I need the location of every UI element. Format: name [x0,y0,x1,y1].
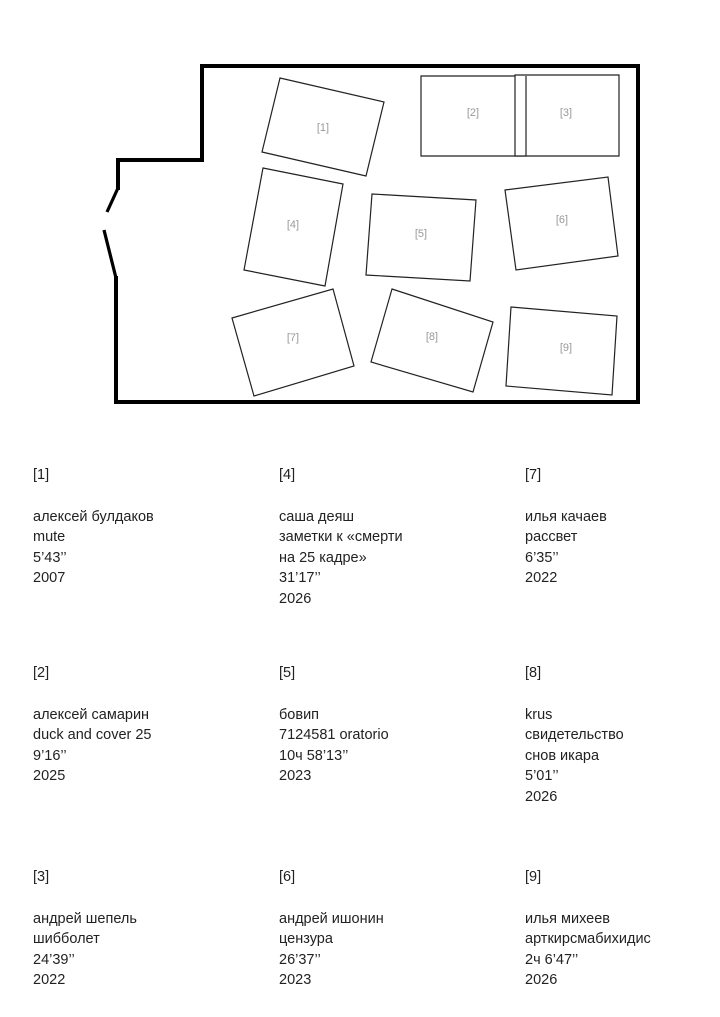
entry-title: duck and cover 25 [33,727,152,743]
entry-6 [279,867,479,991]
screen-label: [2] [466,107,480,119]
entry-7 [525,465,720,589]
entry-number: [9] [525,869,542,885]
entry-duration: 26’37’’ [279,951,321,968]
entry-author: krus [525,706,553,723]
screen-7 [232,289,354,396]
floor-plan [0,0,720,420]
entry-duration: 10ч 58’13’’ [279,747,349,764]
entry-duration: 5’01’’ [525,768,559,784]
door-leaf-upper [107,188,118,212]
screen-label: [8] [425,331,439,343]
screen-4 [244,168,343,286]
entry-author: бовип [279,706,320,723]
entry-author: илья михеев [525,910,610,927]
screen-3 [515,75,619,156]
entry-title: свидетельство [525,727,624,743]
entry-author: илья качаев [525,508,607,525]
entry-8 [525,663,720,807]
screen-label: [4] [286,219,300,231]
entry-title: цензура [279,931,333,947]
entry-4 [279,465,479,609]
entry-duration: 24’39’’ [33,951,75,968]
entry-year: 2026 [279,590,312,607]
entry-year: 2025 [33,768,66,784]
entry-number: [2] [33,665,50,681]
entry-duration: 9’16’’ [33,747,67,764]
entry-duration: 5’43’’ [33,549,67,566]
entry-number: [5] [279,665,296,681]
screen-label: [5] [414,228,428,240]
entry-number: [6] [279,869,296,885]
entry-5 [279,663,479,787]
entry-title: шибболет [33,931,100,947]
entry-number: [7] [525,467,542,483]
screen-2 [421,76,526,156]
entry-duration: 6’35’’ [525,549,559,566]
screen-label: [9] [559,342,573,354]
entry-author: саша деяш [279,508,355,525]
entry-number: [1] [33,467,50,483]
screen-5 [366,194,476,281]
entry-title: рассвет [525,529,578,545]
entry-year: 2023 [279,972,312,988]
entry-number: [4] [279,467,296,483]
screen-label: [3] [559,107,573,119]
entry-year: 2007 [33,570,66,586]
entry-author: алексей булдаков [33,508,154,525]
entry-year: 2022 [525,570,558,586]
entry-author: алексей самарин [33,706,150,723]
door-leaf-lower [104,230,116,278]
entry-title-cont: на 25 кадре» [279,549,367,566]
entry-3 [33,867,233,991]
entry-number: [3] [33,869,50,885]
entry-year: 2022 [33,972,66,988]
entry-9 [525,867,720,991]
entry-title: mute [33,529,66,545]
screen-8 [371,289,493,392]
entry-year: 2026 [525,788,558,805]
screen-label: [7] [286,332,300,344]
screen-label: [1] [316,122,330,134]
entry-year: 2026 [525,972,558,988]
entry-year: 2023 [279,768,312,784]
entry-author: андрей ишонин [279,910,384,927]
entry-duration: 2ч 6’47’’ [525,951,579,968]
entry-number: [8] [525,665,542,681]
screen-9 [506,307,617,395]
entry-title-cont: снов икара [525,747,600,764]
entry-1 [33,465,233,589]
screen-label: [6] [555,214,569,226]
entry-author: андрей шепель [33,910,137,927]
screen-6 [505,177,618,270]
screen-1 [262,78,384,176]
entry-title: арткирсмабихидис [525,931,651,947]
entry-2 [33,663,233,787]
entry-title: заметки к «смерти [279,529,403,545]
entry-duration: 31’17’’ [279,570,321,586]
entry-title: 7124581 oratorio [279,727,389,743]
